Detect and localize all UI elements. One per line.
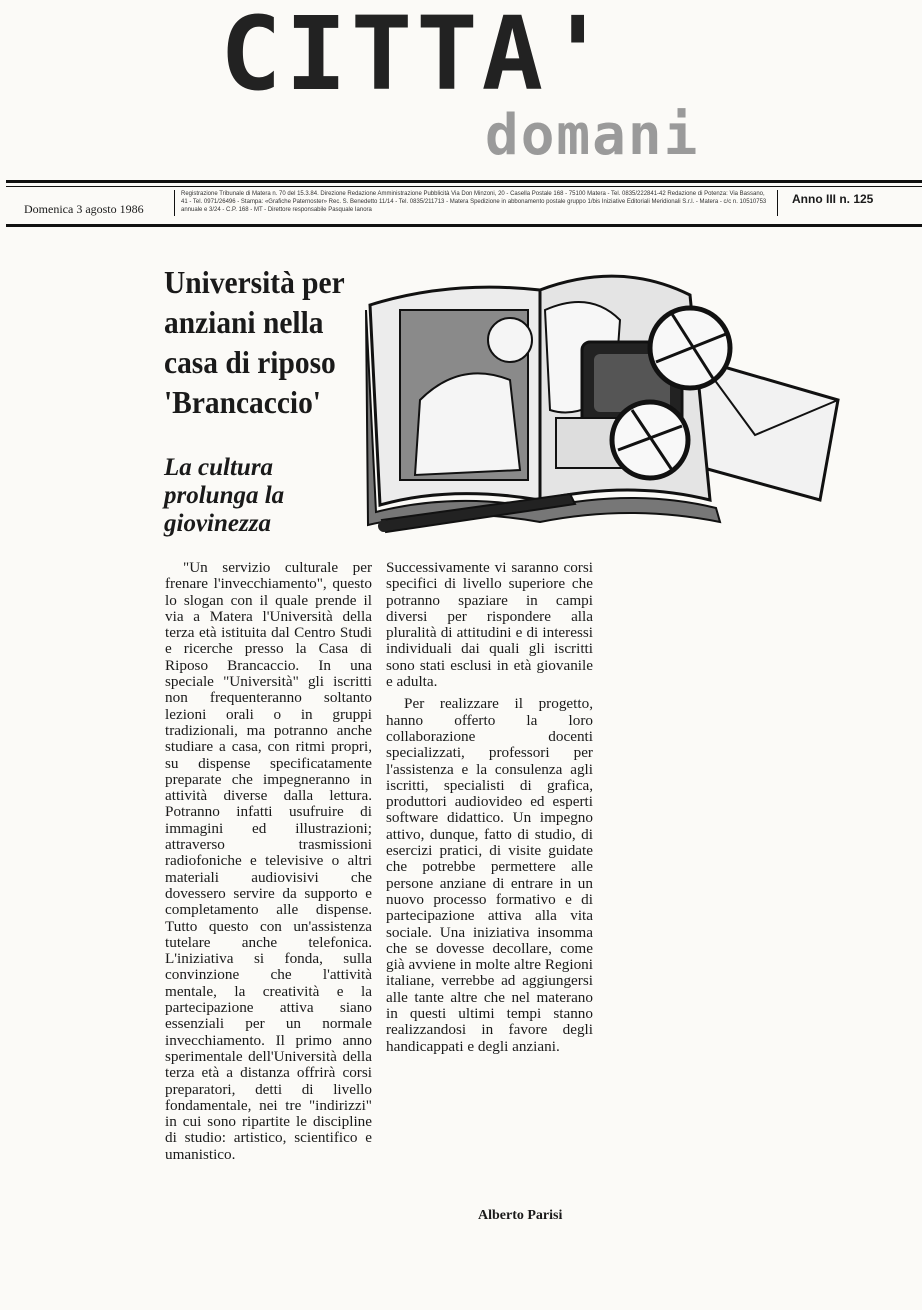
article-column-2 — [386, 560, 593, 1055]
registration-notice: Registrazione Tribunale di Matera n. 70 del 15.3.84. Direzione Redazione Amministrazione Pubblicità Via Don Minzoni, 20 - Casella Postale 168 - 75100 Matera - Tel. 0835/222841-42 Redazione di Potenza: Via Bassano, 41 - Tel. 0971/26496 - Stampa: «Grafiche Paternoster» Rec. S. Benedetto 11/14 - Tel. 0835/211713 - Matera Spedizione in abbonamento postale gruppo 1/bis Iniziative Editoriali Meridionali S.r.l. - Matera - c/c n. 10510753 annuale e 3/24 - C.P. 168 - MT - Direttore responsabile Pasquale Ianora — [174, 190, 778, 216]
masthead-title: CITTA' — [220, 0, 613, 114]
top-rule — [6, 180, 922, 183]
book-illustration-icon — [360, 250, 840, 550]
issue-date: Domenica 3 agosto 1986 — [24, 202, 144, 216]
issue-number: Anno III n. 125 — [792, 192, 874, 206]
article-column-1 — [165, 560, 372, 1163]
column-1-text: "Un servizio culturale per frenare l'invecchiamento", questo lo slogan con il quale prende il via a Matera l'Università della terza età istituita dal Centro Studi e ricerche presso la Casa di Riposo Brancaccio. In una speciale "Università" gli iscritti non frequenteranno soltanto lezioni orali o in gruppi tradizionali, ma potranno anche studiare a casa, con ritmi propri, su dispense specificatamente preparate che impegneranno in attività diverse dalla lettura. Potranno infatti usufruire di immagini ed illustrazioni; attraverso trasmissioni radiofoniche e televisive o altri materiali audiovisivi che dovessero servire da supporto e completamento alle dispense. Tutto questo con un'assistenza tutelare anche telefonica. L'iniziativa si fonda, sulla convinzione che l'attività mentale, la creatività e la partecipazione attiva siano essenziali per un normale invecchiamento. Il primo anno sperimentale dell'Università della terza età a distanza offrirà corsi preparatori, detti di livello fondamentale, nei tre "indirizzi" in cui sono ripartite le discipline di studio: artistico, scientifico e umanistico. — [165, 559, 372, 1163]
article-headline: Università per anziani nella casa di riposo 'Brancaccio' — [164, 264, 345, 420]
column-2-paragraph-1: Successivamente vi saranno corsi specifici di livello superiore che potranno spaziare in campi diversi per rispondere alla pluralità di attitudini e di interessi individuali dai quali gli iscritti sono stati esclusi in età giovanile e adulta. — [386, 559, 593, 691]
info-bar — [6, 186, 922, 218]
masthead-subtitle: domani — [485, 103, 700, 168]
article-subheadline: La cultura prolunga la giovinezza — [164, 454, 285, 537]
bottom-rule — [6, 224, 922, 227]
article-author: Alberto Parisi — [478, 1208, 563, 1223]
column-2-paragraph-2: Per realizzare il progetto, hanno offerto la loro collaborazione docenti specializzati, professori per l'assistenza e la consulenza agli iscritti, specialisti di grafica, produttori audiovideo ed esperti software didattico. Un impegno attivo, dunque, fatto di studio, di esercizi pratici, di visite guidate che potrebbe permettere alle persone anziane di entrare in un nuovo processo formativo e di partecipazione attiva alla vita sociale. Una iniziativa insomma che se dovesse decollare, come già avviene in molte altre Regioni italiane, verrebbe ad aggiungersi alle tante altre che nel materano in questi ultimi tempi stanno realizzandosi in favore degli handicappati e degli anziani. — [386, 695, 593, 1055]
